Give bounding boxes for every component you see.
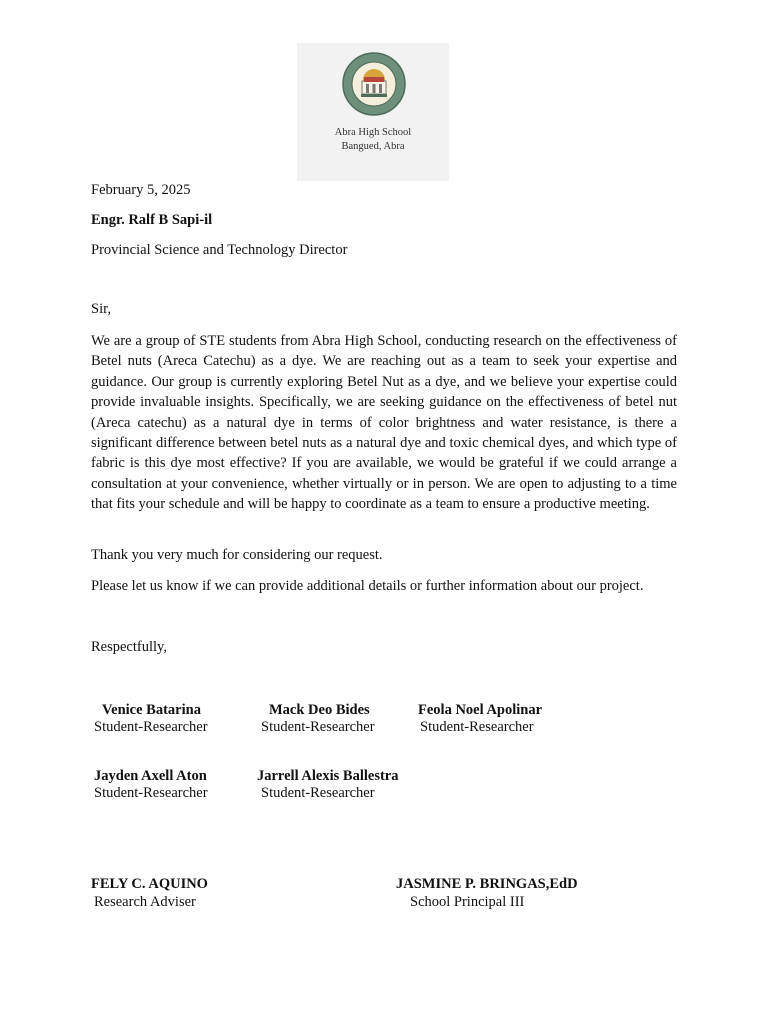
principal-name: JASMINE P. BRINGAS,EdD: [396, 876, 578, 892]
thanks-line: Thank you very much for considering our request.: [91, 547, 383, 563]
salutation: Sir,: [91, 301, 111, 317]
school-seal-icon: [341, 51, 407, 117]
researcher-name: Jayden Axell Aton: [94, 768, 207, 784]
principal-role: School Principal III: [410, 894, 525, 910]
researcher-role: Student-Researcher: [420, 719, 534, 735]
researcher-name: Feola Noel Apolinar: [418, 702, 543, 718]
researcher-role: Student-Researcher: [94, 785, 208, 801]
adviser-role: Research Adviser: [94, 894, 196, 910]
logo-school-location: Bangued, Abra: [341, 141, 405, 152]
researcher-role: Student-Researcher: [261, 719, 375, 735]
recipient-name: Engr. Ralf B Sapi-il: [91, 212, 213, 228]
researcher-role: Student-Researcher: [94, 719, 208, 735]
letter-body: We are a group of STE students from Abra High School, conducting research on the effectiveness of Betel nuts (Areca Catechu) as a dye. We are reaching out as a team to seek your expertise and guidance. Our group is currently exploring Betel Nut as a dye, and we believe your expertise could provide invaluable insights. Specifically, we are seeking guidance on the effectiveness of betel nut (Areca catechu) as a natural dye in terms of color brightness and water resistance, is there a significant difference between betel nuts as a natural dye and toxic chemical dyes, and which type of fabric is this dye most effective? If you are available, we would be grateful if we could arrange a consultation at your convenience, whether virtually or in person. We are open to adjusting to a time that fits your schedule and will be happy to coordinate as a team to ensure a productive meeting.: [91, 333, 677, 513]
adviser-name: FELY C. AQUINO: [91, 876, 208, 892]
logo-school-name: Abra High School: [334, 127, 412, 138]
researcher-name: Mack Deo Bides: [269, 702, 370, 718]
recipient-title: Provincial Science and Technology Director: [91, 242, 348, 258]
letter-date: February 5, 2025: [91, 182, 191, 198]
followup-line: Please let us know if we can provide additional details or further information about our project.: [91, 578, 644, 594]
closing: Respectfully,: [91, 639, 167, 655]
researcher-role: Student-Researcher: [261, 785, 375, 801]
researcher-name: Venice Batarina: [102, 702, 201, 718]
school-logo: [297, 43, 449, 181]
researcher-name: Jarrell Alexis Ballestra: [257, 768, 399, 784]
